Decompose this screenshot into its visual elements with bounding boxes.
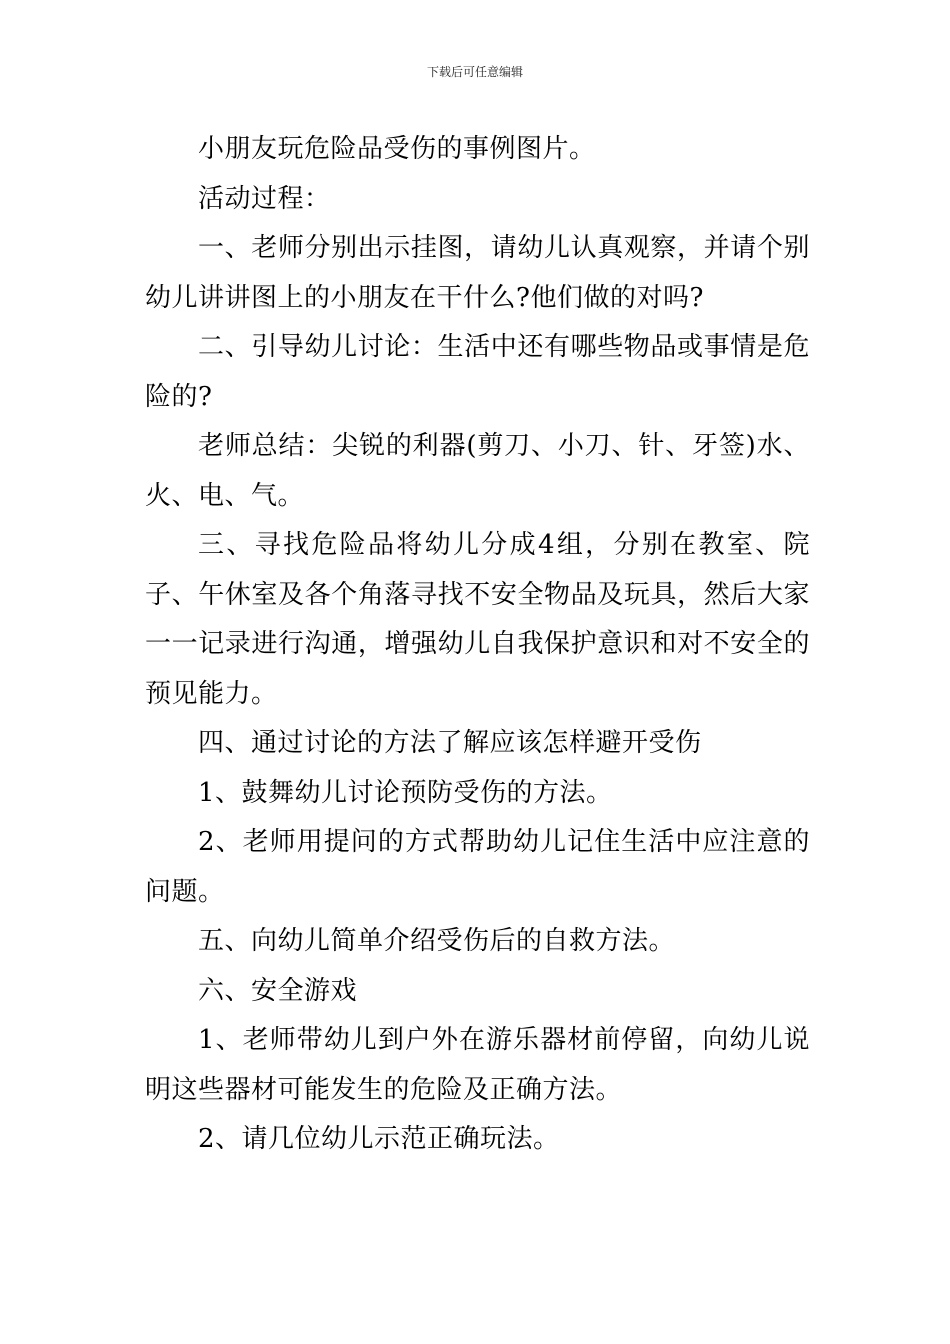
paragraph-process-heading: 活动过程：	[198, 183, 331, 214]
document-body	[145, 125, 810, 1165]
page-header: 下载后可任意编辑	[426, 65, 523, 79]
paragraph-step-6-item-1: 1、老师带幼儿到户外在游乐器材前停留，向幼儿说明这些器材可能发生的危险及正确方法。	[145, 1025, 810, 1105]
paragraph-step-3: 三、寻找危险品将幼儿分成4组，分别在教室、院子、午休室及各个角落寻找不安全物品及玩具，然后大家一一记录进行沟通，增强幼儿自我保护意识和对不安全的预见能力。	[145, 530, 810, 709]
paragraph-step-2: 二、引导幼儿讨论：生活中还有哪些物品或事情是危险的?	[145, 332, 810, 412]
paragraph-step-4-item-2: 2、老师用提问的方式帮助幼儿记住生活中应注意的问题。	[145, 827, 810, 907]
paragraph-step-1: 一、老师分别出示挂图，请幼儿认真观察，并请个别幼儿讲讲图上的小朋友在干什么?他们做的对吗?	[145, 233, 810, 313]
paragraph-step-5: 五、向幼儿简单介绍受伤后的自救方法。	[198, 926, 676, 956]
paragraph-materials: 小朋友玩危险品受伤的事例图片。	[198, 134, 596, 164]
paragraph-step-4: 四、通过讨论的方法了解应该怎样避开受伤	[198, 728, 702, 758]
paragraph-step-6-item-2: 2、请几位幼儿示范正确玩法。	[198, 1124, 560, 1154]
paragraph-step-6: 六、安全游戏	[198, 975, 358, 1006]
paragraph-teacher-summary: 老师总结：尖锐的利器(剪刀、小刀、针、牙签)水、火、电、气。	[145, 431, 810, 511]
paragraph-step-4-item-1: 1、鼓舞幼儿讨论预防受伤的方法。	[198, 777, 613, 808]
